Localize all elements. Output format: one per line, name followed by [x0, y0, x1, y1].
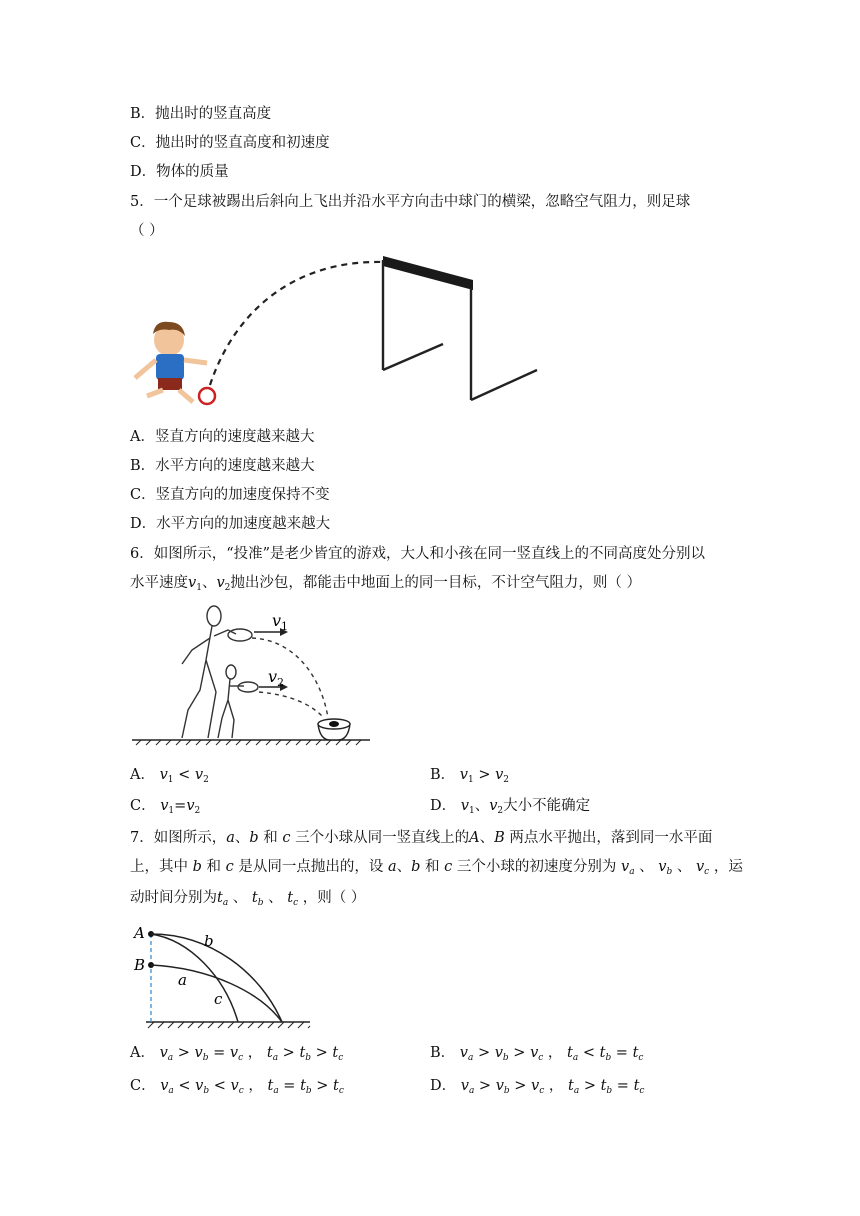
q4-option-c: C．抛出时的竖直高度和初速度 [130, 135, 330, 151]
point-a-label: A [134, 924, 145, 942]
q5-option-c: C．竖直方向的加速度保持不变 [130, 487, 330, 503]
q5-stem-line1: 5．一个足球被踢出后斜向上飞出并沿水平方向击中球门的横梁，忽略空气阻力，则足球 [130, 194, 691, 210]
q6-option-a: A． $v_1 < v_2$ [130, 767, 209, 785]
point-b-label: B [134, 956, 146, 974]
q4-option-d: D．物体的质量 [130, 164, 229, 180]
q5-option-a: A．竖直方向的速度越来越大 [130, 429, 315, 445]
q6-option-c: C． $v_1=v_2$ [130, 798, 201, 816]
q4-option-b: B．抛出时的竖直高度 [130, 106, 272, 122]
q5-option-b: B．水平方向的速度越来越大 [130, 458, 315, 474]
curve-b-label: b [204, 932, 214, 950]
q7-option-b: B． $v_a > v_b > v_c$ ， $t_a < t_b = t_c$ [430, 1045, 644, 1063]
q6-stem-line1: 6．如图所示，“投准”是老少皆宜的游戏，大人和小孩在同一竖直线上的不同高度处分别以 [130, 546, 706, 562]
q7-option-c: C． $v_a < v_b < v_c$ ， $t_a = t_b > t_c$ [130, 1078, 344, 1096]
v1-label: v [272, 611, 282, 630]
curve-a-label: a [178, 971, 187, 989]
q7-stem-line1: 7．如图所示，a、b 和 c 三个小球从同一竖直线上的A、B 两点水平抛出，落到同一水平面 [130, 830, 713, 846]
target-bowl-icon [318, 719, 350, 740]
q7-stem-line2: 上，其中 b 和 c 是从同一点抛出的，设 a、b 和 c 三个小球的初速度分别为 $v_a$ 、 $v_b$ 、 $v_c$ ，运 [130, 859, 743, 877]
q7-option-d: D． $v_a > v_b > v_c$ ， $t_a > t_b = t_c$ [430, 1078, 645, 1096]
ball-trajectory [210, 262, 383, 385]
q7-option-a: A． $v_a > v_b = v_c$ ， $t_a > t_b > t_c$ [130, 1045, 344, 1063]
q6-option-b: B． $v_1 > v_2$ [430, 767, 510, 785]
q6-option-d: D． $v_1$、$v_2$大小不能确定 [430, 798, 591, 816]
q6-stem-line2: 水平速度$v_1$、$v_2$抛出沙包，都能击中地面上的同一目标，不计空气阻力，则（ ） [130, 575, 641, 593]
adult-thrower-icon [182, 606, 252, 738]
q5-football-figure [125, 250, 545, 410]
kid-kicking-icon [135, 322, 215, 404]
v2-label: v [268, 667, 278, 686]
child-thrower-icon [218, 665, 258, 738]
q5-option-d: D．水平方向的加速度越来越大 [130, 516, 331, 532]
q5-stem-line2: （ ） [130, 223, 164, 239]
q6-throwing-figure [132, 600, 382, 745]
curve-c-label: c [214, 990, 223, 1008]
q7-projectile-figure [130, 922, 310, 1032]
goal-crossbar [383, 256, 473, 290]
svg-text:1: 1 [281, 620, 288, 633]
svg-text:2: 2 [277, 676, 284, 689]
q7-stem-line3: 动时间分别为$t_a$ 、 $t_b$ 、 $t_c$ ，则（ ） [130, 890, 366, 908]
